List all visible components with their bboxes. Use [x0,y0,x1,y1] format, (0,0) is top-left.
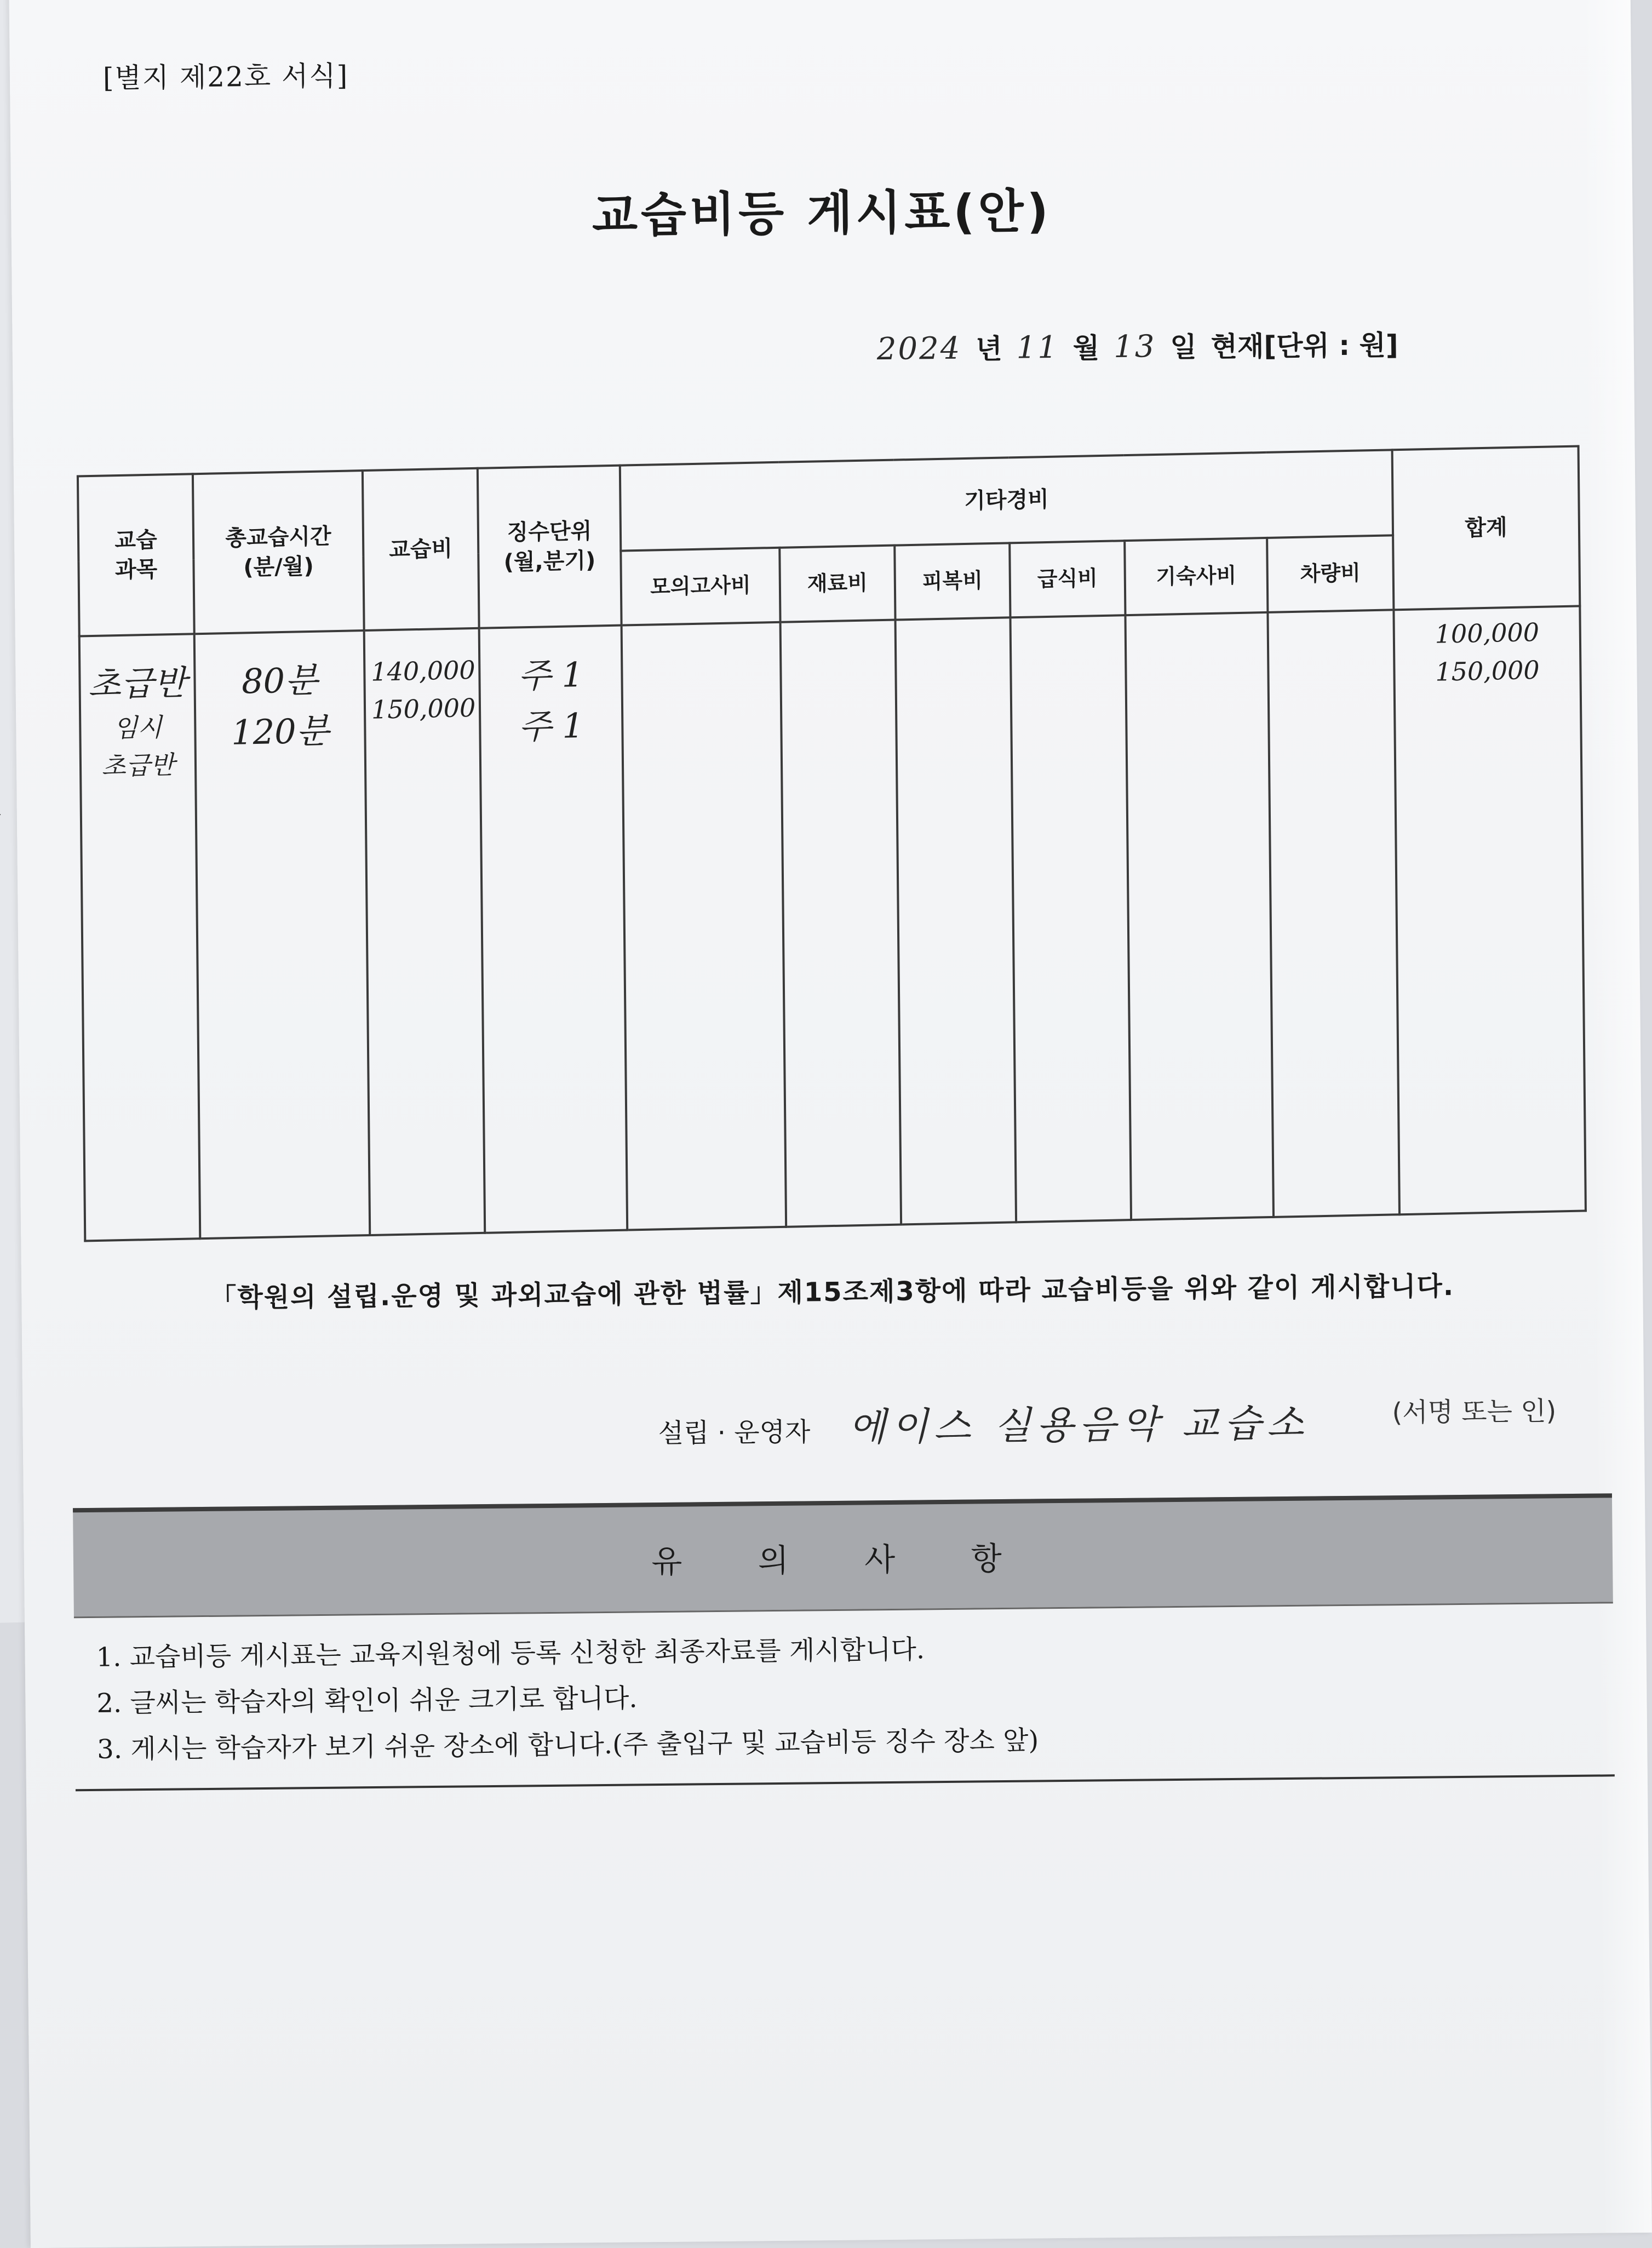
vehicle-cell [1267,610,1399,1217]
notes-heading: 유 의 사 항 [73,1493,1613,1616]
total-row-2: 150,000 [1435,655,1540,687]
unit-cell [479,626,628,1233]
clothing-cell [896,617,1017,1224]
tuition-row-2: 150,000 [371,692,476,725]
tuition-row-1: 140,000 [371,655,475,687]
total-cell [1393,606,1586,1214]
tuition-cell [364,628,485,1235]
subheader-dormitory: 기숙사비 [1125,538,1267,615]
meals-cell [1010,615,1131,1222]
total-row-1: 100,000 [1435,617,1540,649]
month-handwritten: 11 [1016,329,1059,366]
day-label: 일 [1170,331,1197,363]
subheader-meals: 급식비 [1009,541,1125,617]
signer-line [658,1392,1309,1454]
subject-row-2: 임시 초급반 [101,712,175,781]
hours-cell [194,630,370,1238]
mock-exam-cell [622,622,787,1230]
materials-cell [781,620,902,1227]
notes-list [74,1602,1615,1791]
subject-row-1: 초급반 [88,662,187,705]
document-title: 교습비등 게시표(안) [592,184,1052,244]
notes-section [73,1493,1615,1791]
signature-label: (서명 또는 인) [1392,1396,1557,1429]
signature-box [1392,1390,1556,1429]
table-body-row [79,606,1586,1241]
header-tuition: 교습비 [363,468,479,630]
header-other-costs: 기타경비 [620,450,1393,550]
year-label: 년 [976,332,1002,365]
note-item: 2. 글씨는 학습자의 확인이 쉬운 크기로 합니다. [96,1683,638,1719]
signer-name-handwritten: 에이스 실용음악 교습소 [848,1400,1310,1450]
hours-row-1: 80분 [241,660,318,702]
subject-cell [79,634,200,1241]
unit-row-2: 주 1 [518,706,584,747]
signer-label: 설립 · 운영자 [658,1417,811,1449]
unit-note: 현재[단위 : 원] [1211,329,1399,363]
tuition-table [77,445,1587,1242]
date-line [876,323,1398,368]
hours-row-2: 120분 [231,710,329,753]
year-handwritten: 2024 [876,330,962,368]
legal-statement: 「학원의 설립.운영 및 과외교습에 관한 법률」제15조제3항에 따라 교습비등을 위와 같이 게시합니다. [210,1271,1455,1314]
unit-row-1: 주 1 [518,655,584,696]
dormitory-cell [1125,612,1274,1220]
header-billing-unit: 징수단위 (월,분기) [478,466,622,628]
header-total-hours: 총교습시간 (분/월) [193,471,364,634]
day-handwritten: 13 [1113,329,1156,365]
subheader-mock-exam: 모의고사비 [621,548,780,626]
month-label: 월 [1072,332,1100,364]
subheader-vehicle: 차량비 [1267,535,1393,612]
header-subject: 교습 과목 [78,474,194,636]
note-item: 3. 게시는 학습자가 보기 쉬운 장소에 합니다.(주 출입구 및 교습비등 징수 장소 앞) [96,1725,1039,1765]
subheader-clothing: 피복비 [894,543,1010,620]
note-item: 1. 교습비등 게시표는 교육지원청에 등록 신청한 최종자료를 게시합니다. [96,1634,925,1673]
subheader-materials: 재료비 [779,546,895,622]
header-total: 합계 [1392,446,1580,610]
form-code: [별지 제22호 서식] [102,60,349,94]
document-sheet [9,0,1652,2248]
edge-mark [0,801,1,828]
